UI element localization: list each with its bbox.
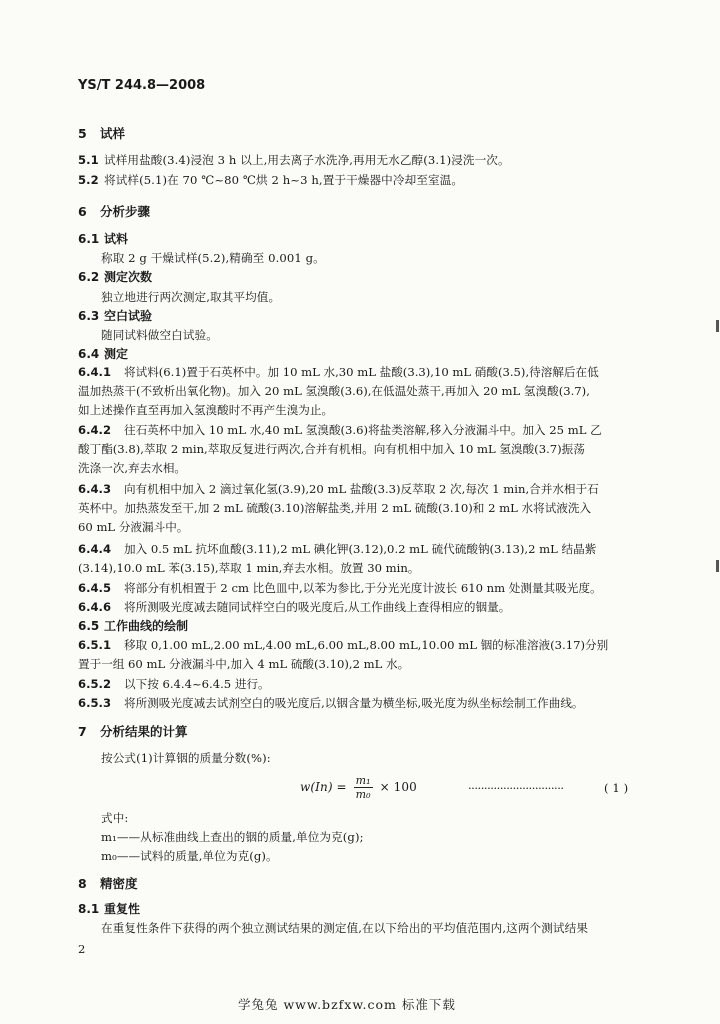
clause-line-text: 将试料(6.1)置于石英杯中。加 10 mL 水,30 mL 盐酸(3.3),10 mL 硝酸(3.5),待溶解后在低 <box>124 365 599 379</box>
section-7-heading <box>78 722 188 740</box>
clause-line: 洗涤一次,弃去水相。 <box>78 461 187 475</box>
clause-6-4-6 <box>78 598 634 617</box>
clause-line: 60 mL 分液漏斗中。 <box>78 520 189 534</box>
formula-label: ( 1 ) <box>604 781 629 795</box>
section-8-heading <box>78 874 138 892</box>
standard-code: YS/T 244.8—2008 <box>78 78 206 93</box>
clause-line: 英杯中。加热蒸发至干,加 2 mL 硫酸(3.10)溶解盐类,并用 2 mL 硫酸(3.10)和 2 mL 水将试液洗入 <box>78 501 592 515</box>
clause-6-5-3 <box>78 694 634 713</box>
scan-edge-mark <box>716 560 719 572</box>
formula-leader-dots: ······························ <box>468 781 564 795</box>
formula-fraction <box>354 774 373 801</box>
section-title: 分析结果的计算 <box>100 724 188 739</box>
clause-line <box>78 363 634 382</box>
clause-number: 6.4.1 <box>78 365 112 379</box>
clause-line-text: 将部分有机相置于 2 cm 比色皿中,以苯为参比,于分光光度计波长 610 nm 处测量其吸光度。 <box>124 581 602 595</box>
clause-number: 6.2 <box>78 270 100 284</box>
footer-watermark: 学兔兔 www.bzfxw.com 标准下载 <box>238 997 456 1012</box>
clause-title: 测定 <box>104 347 129 361</box>
clause-6-5-1 <box>78 636 634 674</box>
section-number: 6 <box>78 204 87 219</box>
formula-numerator: m₁ <box>355 774 371 787</box>
clause-title: 试料 <box>104 232 129 246</box>
clause-line-text: 以下按 6.4.4~6.4.5 进行。 <box>124 677 270 691</box>
clause-6-1-heading <box>78 230 128 247</box>
clause-number: 6.4.4 <box>78 542 112 556</box>
section-number: 5 <box>78 126 87 141</box>
clause-5-1 <box>78 152 510 168</box>
formula-denominator: m₀ <box>355 788 371 801</box>
clause-number: 8.1 <box>78 902 100 916</box>
section-6-heading <box>78 202 150 220</box>
clause-line-text: 移取 0,1.00 mL,2.00 mL,4.00 mL,6.00 mL,8.00 mL,10.00 mL 铟的标准溶液(3.17)分别 <box>124 638 609 652</box>
clause-6-3-body: 随同试料做空白试验。 <box>101 328 218 342</box>
clause-number: 6.4.5 <box>78 581 112 595</box>
clause-number: 6.5.3 <box>78 696 112 710</box>
clause-text: 将试样(5.1)在 70 ℃~80 ℃烘 2 h~3 h,置于干燥器中冷却至室温。 <box>104 173 464 187</box>
clause-6-4-1 <box>78 363 634 420</box>
formula-lhs: w(In) = <box>300 780 347 794</box>
clause-number: 5.1 <box>78 153 99 167</box>
clause-6-4-2 <box>78 421 634 478</box>
clause-number: 6.5 <box>78 619 100 633</box>
clause-line: (3.14),10.0 mL 苯(3.15),萃取 1 min,弃去水相。放置 30 min。 <box>78 561 420 575</box>
clause-line: 如上述操作直至再加入氢溴酸时不再产生溴为止。 <box>78 403 334 417</box>
clause-number: 6.5.2 <box>78 677 112 691</box>
clause-6-4-heading <box>78 345 128 362</box>
clause-line <box>78 636 634 655</box>
section-title: 精密度 <box>100 876 138 891</box>
clause-number: 6.1 <box>78 232 100 246</box>
clause-line: 置于一组 60 mL 分液漏斗中,加入 4 mL 硫酸(3.10),2 mL 水。 <box>78 657 410 671</box>
clause-line-text: 将所测吸光度减去试剂空白的吸光度后,以铟含量为横坐标,吸光度为纵坐标绘制工作曲线。 <box>124 696 584 710</box>
clause-line <box>78 480 634 499</box>
clause-8-1-body: 在重复性条件下获得的两个独立测试结果的测定值,在以下给出的平均值范围内,这两个测试结果 <box>101 921 589 935</box>
clause-line-text: 加入 0.5 mL 抗坏血酸(3.11),2 mL 碘化钾(3.12),0.2 mL 硫代硫酸钠(3.13),2 mL 结晶紫 <box>124 542 597 556</box>
variable-m1: m₁——从标准曲线上查出的铟的质量,单位为克(g); <box>101 830 364 844</box>
clause-line <box>78 598 634 617</box>
clause-5-2 <box>78 172 463 188</box>
section-5-heading <box>78 124 125 142</box>
clause-6-2-body: 独立地进行两次测定,取其平均值。 <box>101 290 281 304</box>
clause-number: 6.4.3 <box>78 482 112 496</box>
clause-title: 测定次数 <box>104 270 153 284</box>
clause-6-4-4 <box>78 540 634 578</box>
page-number: 2 <box>78 942 86 956</box>
section-title: 分析步骤 <box>100 204 151 219</box>
clause-line <box>78 694 634 713</box>
clause-6-1-body: 称取 2 g 干燥试样(5.2),精确至 0.001 g。 <box>101 251 325 265</box>
clause-6-4-3 <box>78 480 634 537</box>
formula-intro: 按公式(1)计算铟的质量分数(%): <box>101 751 271 765</box>
section-title: 试样 <box>100 126 126 141</box>
clause-number: 6.5.1 <box>78 638 112 652</box>
clause-text: 试样用盐酸(3.4)浸泡 3 h 以上,用去离子水洗净,再用无水乙醇(3.1)浸洗一次。 <box>104 153 510 167</box>
formula-rhs: × 100 <box>379 780 417 794</box>
section-number: 7 <box>78 724 87 739</box>
clause-number: 6.4.2 <box>78 423 112 437</box>
clause-number: 6.4 <box>78 347 100 361</box>
clause-title: 重复性 <box>104 902 141 916</box>
clause-6-5-heading <box>78 617 188 634</box>
clause-line-text: 向有机相中加入 2 滴过氧化氢(3.9),20 mL 盐酸(3.3)反萃取 2 次,每次 1 min,合并水相于石 <box>124 482 599 496</box>
clause-line: 酸丁酯(3.8),萃取 2 min,萃取反复进行两次,合并有机相。向有机相中加入 10 mL 氢溴酸(3.7)振荡 <box>78 442 585 456</box>
clause-line <box>78 675 634 694</box>
clause-title: 工作曲线的绘制 <box>104 619 189 633</box>
clause-line <box>78 579 634 598</box>
clause-6-4-5 <box>78 579 634 598</box>
clause-line-text: 将所测吸光度减去随同试样空白的吸光度后,从工作曲线上查得相应的铟量。 <box>124 600 511 614</box>
clause-line-text: 往石英杯中加入 10 mL 水,40 mL 氢溴酸(3.6)将盐类溶解,移入分液漏斗中。加入 25 mL 乙 <box>124 423 602 437</box>
clause-line <box>78 540 634 559</box>
clause-6-3-heading <box>78 307 152 324</box>
formula-1 <box>300 774 417 801</box>
clause-number: 6.3 <box>78 309 100 323</box>
clause-number: 5.2 <box>78 173 99 187</box>
clause-line: 温加热蒸干(不致析出氧化物)。加入 20 mL 氢溴酸(3.6),在低温处蒸干,再加入 20 mL 氢溴酸(3.7), <box>78 384 590 398</box>
section-number: 8 <box>78 876 87 891</box>
clause-title: 空白试验 <box>104 309 153 323</box>
clause-6-2-heading <box>78 268 152 285</box>
where-label: 式中: <box>101 811 129 825</box>
clause-8-1-heading <box>78 900 140 917</box>
clause-number: 6.4.6 <box>78 600 112 614</box>
variable-m0: m₀——试料的质量,单位为克(g)。 <box>101 849 278 863</box>
scan-edge-mark <box>716 320 719 332</box>
clause-6-5-2 <box>78 675 634 694</box>
clause-line <box>78 421 634 440</box>
